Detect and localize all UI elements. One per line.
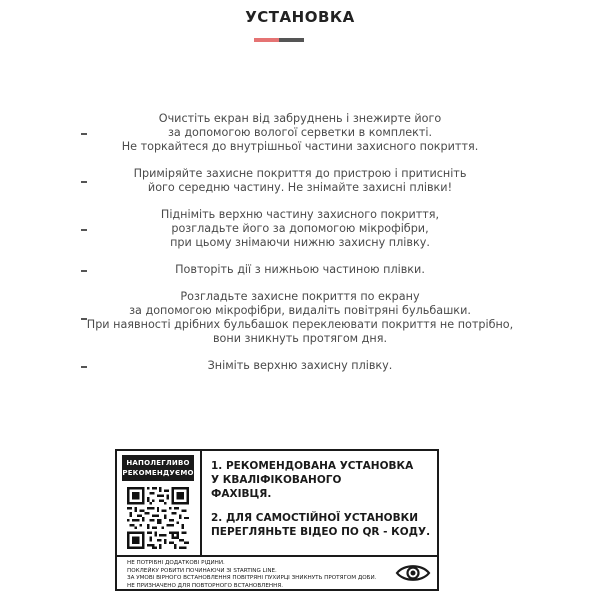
note-line: ПОКЛЕЙКУ РОБИТИ ПОЧИНАЮЧИ ЗІ STARTING LINE. xyxy=(127,567,277,574)
step-5 xyxy=(0,290,600,346)
recommendation-line: 1. РЕКОМЕНДОВАНА УСТАНОВКА xyxy=(211,460,414,472)
title-divider xyxy=(254,38,304,42)
step-line: за допомогою мікрофібри, видаліть повітряні бульбашки. xyxy=(129,304,471,317)
step-line: при цьому знімаючи нижню захисну плівку. xyxy=(170,236,430,249)
recommendation-line: ФАХІВЦЯ. xyxy=(211,488,272,500)
step-line: Очистіть екран від забруднень і знежирте його xyxy=(158,112,442,125)
qr-panel xyxy=(117,451,202,555)
step-bullet xyxy=(81,133,87,135)
notes-row xyxy=(117,555,437,589)
step-line: вони зникнуть протягом дня. xyxy=(212,332,388,345)
step-1 xyxy=(0,112,600,154)
step-bullet xyxy=(81,181,87,183)
step-6 xyxy=(0,359,600,373)
step-line: Розгладьте захисне покриття по екрану xyxy=(180,290,420,303)
step-line: Не торкайтеся до внутрішньої частини захисного покриття. xyxy=(121,140,479,153)
installation-steps xyxy=(0,112,600,386)
notes-list xyxy=(127,560,387,590)
recommendation-line: 2. ДЛЯ САМОСТІЙНОЇ УСТАНОВКИ xyxy=(211,512,418,524)
step-line: Підніміть верхню частину захисного покриття, xyxy=(160,208,440,221)
recommend-badge xyxy=(122,455,194,481)
recommendation-box xyxy=(115,449,439,591)
step-2 xyxy=(0,167,600,195)
recommendation-line: ПЕРЕГЛЯНЬТЕ ВІДЕО ПО QR - КОДУ. xyxy=(211,526,431,538)
recommendation-line: У КВАЛІФІКОВАНОГО xyxy=(211,474,342,486)
badge-line: РЕКОМЕНДУЄМО xyxy=(122,469,194,477)
step-bullet xyxy=(81,229,87,231)
qr-code-icon[interactable] xyxy=(127,487,189,549)
step-bullet xyxy=(81,318,87,320)
badge-line: НАПОЛЕГЛИВО xyxy=(126,459,190,467)
step-line: його середню частину. Не знімайте захисні плівки! xyxy=(147,181,453,194)
step-line: Зніміть верхню захисну плівку. xyxy=(207,359,393,372)
note-line: ЗА УМОВІ ВІРНОГО ВСТАНОВЛЕННЯ ПОВІТРЯНІ ПУХИРЦІ ЗНИКНУТЬ ПРОТЯГОМ ДОБИ. xyxy=(127,575,377,581)
divider-segment-red xyxy=(254,38,279,42)
note-line: НЕ ПРИЗНАЧЕНО ДЛЯ ПОВТОРНОГО ВСТАНОВЛЕННЯ. xyxy=(127,582,283,589)
divider-segment-dark xyxy=(279,38,304,42)
page-title: УСТАНОВКА xyxy=(245,8,355,26)
step-bullet xyxy=(81,366,87,368)
step-line: При наявності дрібних бульбашок переклеювати покриття не потрібно, xyxy=(86,318,514,331)
step-bullet xyxy=(81,270,87,272)
note-line: НЕ ПОТРІБНІ ДОДАТКОВІ РІДИНИ. xyxy=(127,560,225,566)
recommendation-text xyxy=(211,459,436,539)
step-line: Приміряйте захисне покриття до пристрою і притисніть xyxy=(133,167,467,180)
eye-icon xyxy=(395,561,431,585)
step-3 xyxy=(0,208,600,250)
step-line: за допомогою вологої серветки в комплекті. xyxy=(167,126,433,139)
step-line: розгладьте його за допомогою мікрофібри, xyxy=(171,222,429,235)
step-line: Повторіть дії з нижньою частиною плівки. xyxy=(175,263,425,276)
step-4 xyxy=(0,263,600,277)
